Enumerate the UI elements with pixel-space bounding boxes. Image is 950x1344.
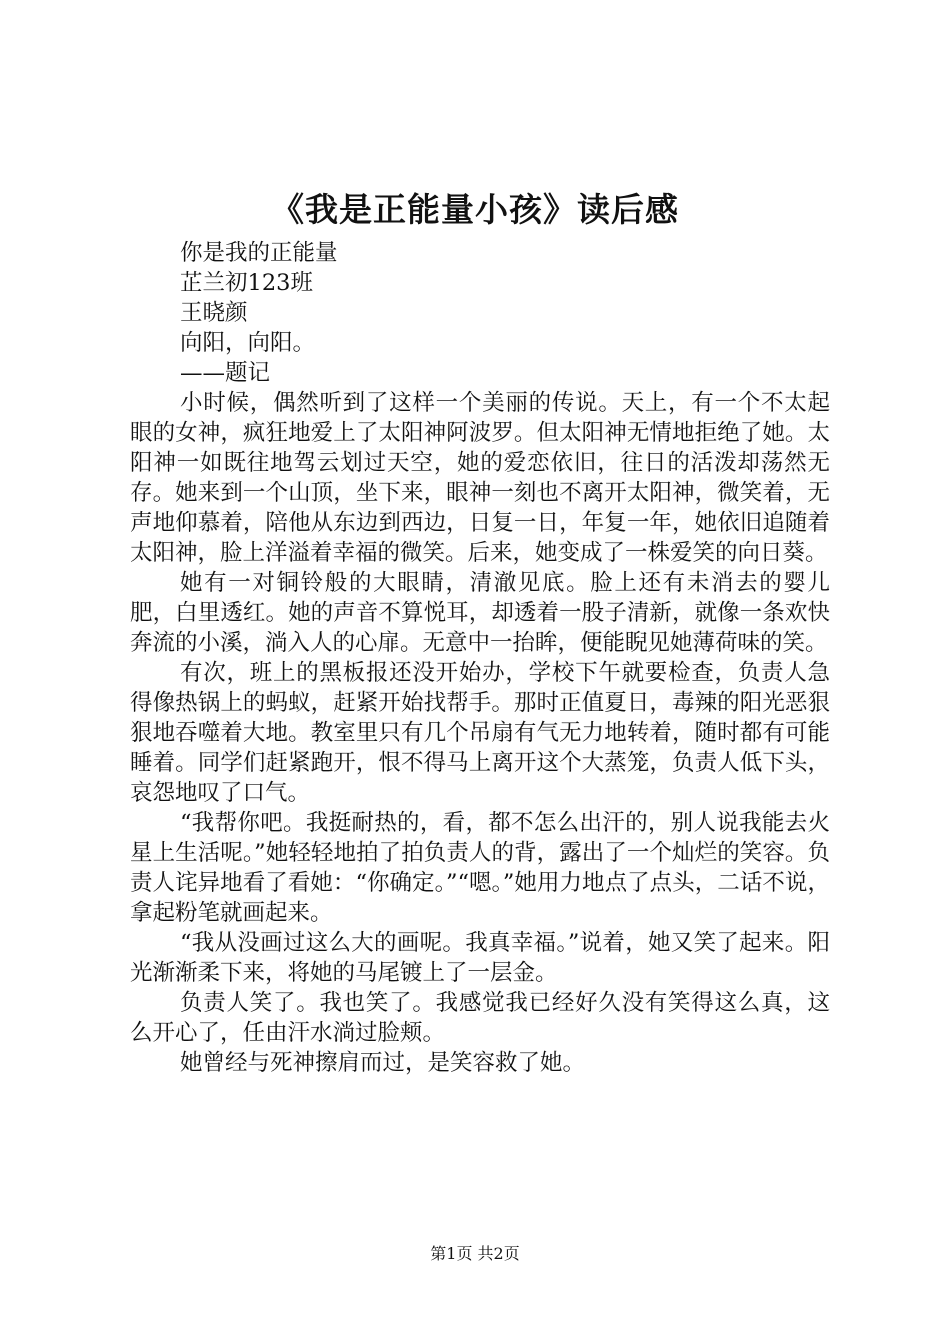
- essay-subtitle: 你是我的正能量: [180, 240, 338, 266]
- paragraph-5: “我从没画过这么大的画呢。我真幸福。”说着，她又笑了起来。阳光渐渐柔下来，将她的马尾镀上了一层金。: [130, 930, 830, 986]
- author-class: 芷兰初123班: [180, 270, 313, 296]
- paragraph-3: 有次，班上的黑板报还没开始办，学校下午就要检查，负责人急得像热锅上的蚂蚁，赶紧开始找帮手。那时正值夏日，毒辣的阳光恶狠狠地吞噬着大地。教室里只有几个吊扇有气无力地转着，随时都有可能睡着。同学们赶紧跑开，恨不得马上离开这个大蒸笼，负责人低下头，哀怨地叹了口气。: [130, 660, 830, 806]
- document-body: [130, 238, 830, 1078]
- paragraph-2: 她有一对铜铃般的大眼睛，清澈见底。脸上还有未消去的婴儿肥，白里透红。她的声音不算悦耳，却透着一股子清新，就像一条欢快奔流的小溪，淌入人的心扉。无意中一抬眸，便能睨见她薄荷味的笑。: [130, 570, 830, 656]
- paragraph-7: 她曾经与死神擦肩而过，是笑容救了她。: [180, 1050, 586, 1076]
- author-name: 王晓颜: [180, 300, 248, 326]
- epigraph-attribution: ——题记: [180, 360, 271, 386]
- paragraph-6: 负责人笑了。我也笑了。我感觉我已经好久没有笑得这么真，这么开心了，任由汗水淌过脸颊。: [130, 990, 830, 1046]
- epigraph-text: 向阳，向阳。: [180, 330, 316, 356]
- document-title: 《我是正能量小孩》读后感: [271, 190, 679, 229]
- paragraph-1: 小时候，偶然听到了这样一个美丽的传说。天上，有一个不太起眼的女神，疯狂地爱上了太阳神阿波罗。但太阳神无情地拒绝了她。太阳神一如既往地驾云划过天空，她的爱恋依旧，往日的活泼却荡然无存。她来到一个山顶，坐下来，眼神一刻也不离开太阳神，微笑着，无声地仰慕着，陪他从东边到西边，日复一日，年复一年，她依旧追随着太阳神，脸上洋溢着幸福的微笑。后来，她变成了一株爱笑的向日葵。: [130, 390, 830, 566]
- page-footer: 第1页 共2页: [430, 1244, 520, 1263]
- paragraph-4: “我帮你吧。我挺耐热的，看，都不怎么出汗的，别人说我能去火星上生活呢。”她轻轻地拍了拍负责人的背，露出了一个灿烂的笑容。负责人诧异地看了看她：“你确定。”“嗯。”她用力地点了点头，二话不说，拿起粉笔就画起来。: [130, 810, 830, 926]
